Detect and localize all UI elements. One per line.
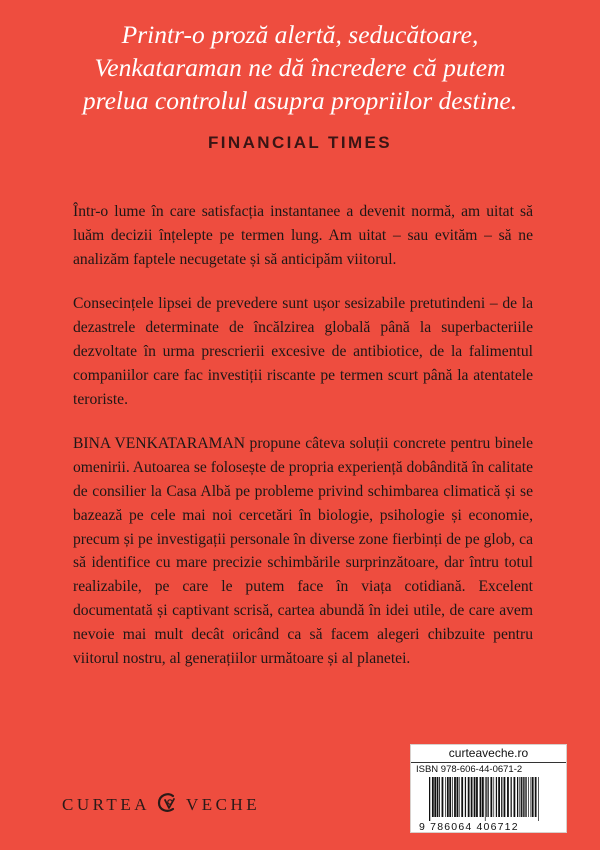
barcode-bar bbox=[514, 777, 516, 817]
barcode-bar bbox=[486, 777, 487, 817]
blurb-text bbox=[73, 200, 533, 691]
barcode-bar bbox=[457, 777, 459, 817]
barcode-bar bbox=[521, 777, 522, 817]
barcode-bar bbox=[507, 777, 509, 817]
barcode-bar bbox=[432, 777, 434, 817]
barcode-bar bbox=[445, 777, 446, 817]
barcode-bar bbox=[447, 777, 449, 817]
barcode-bar bbox=[434, 777, 436, 817]
barcode-bar bbox=[523, 777, 524, 817]
barcode-bar bbox=[439, 777, 440, 817]
barcode-bar bbox=[517, 777, 518, 817]
barcode-bar bbox=[528, 777, 529, 817]
isbn-text: ISBN 978-606-44-0671-2 bbox=[416, 764, 523, 775]
barcode-bar bbox=[442, 777, 444, 817]
cv-monogram-icon bbox=[156, 791, 180, 815]
barcode-bar bbox=[535, 777, 537, 817]
barcode-bar bbox=[498, 777, 500, 817]
barcode-bar bbox=[524, 777, 525, 817]
quote-line-1: Printr-o proză alertă, seducătoare, bbox=[121, 20, 479, 49]
barcode-bar bbox=[532, 777, 534, 817]
barcode-graphic bbox=[419, 777, 559, 831]
publisher-website: curteaveche.ro bbox=[411, 745, 566, 763]
barcode-bar bbox=[531, 777, 532, 817]
quote-line-3: prelua controlul asupra propriilor destine. bbox=[82, 86, 518, 115]
blurb-paragraph-3-text: propune câteva soluții concrete pentru binele omenirii. Autoarea se folosește de propria experiență dobândită în calitate de consilier la Casa Albă pe probleme privind schimbarea climatică și se bazează pe cele mai noi cercetări în biologie, psihologie și economie, precum și pe investigații personale în diverse zone fierbinți de pe glob, ca să identifice cu mare precizie schimbările surprinzătoare, dar întru totul realizabile, pe care le putem face în viața cotidiană. Excelent documentată și captivant scrisă, cartea abundă în idei utile, de care avem nevoie mai mult decât oricând ca să facem alegeri chibzuite pentru viitorul nostru, al generațiilor următoare și al planetei. bbox=[73, 435, 533, 667]
publisher-name-left: CURTEA bbox=[62, 795, 150, 814]
barcode-bar bbox=[437, 777, 438, 817]
quote-source: FINANCIAL TIMES bbox=[208, 133, 392, 152]
barcode-bar bbox=[538, 777, 539, 821]
barcode-bar bbox=[493, 777, 494, 817]
barcode-bar bbox=[482, 777, 484, 817]
barcode-bar bbox=[501, 777, 502, 817]
barcode-bar bbox=[485, 777, 486, 821]
quote-line-2: Venkataraman ne dă încredere că putem bbox=[94, 53, 506, 82]
barcode-bar bbox=[496, 777, 497, 817]
barcode-bar bbox=[452, 777, 453, 817]
barcode-bar bbox=[474, 777, 476, 817]
barcode-bar bbox=[511, 777, 512, 817]
barcode-bar bbox=[504, 777, 506, 817]
blurb-paragraph-1: Într-o lume în care satisfacția instantanee a devenit normă, am uitat să luăm decizii înțelepte pe termen lung. Am uitat – sau evităm – să ne analizăm faptele necugetate și să anticipăm viitorul. bbox=[73, 203, 533, 268]
barcode-bar bbox=[480, 777, 482, 817]
barcode-digits: 9 786064 406712 bbox=[419, 821, 519, 831]
barcode-bar bbox=[465, 777, 466, 817]
barcode-label bbox=[410, 744, 567, 833]
blurb-paragraph-2: Consecințele lipsei de prevedere sunt ușor sesizabile pretutindeni – de la dezastrele determinate de încălzirea globală până la superbacteriile dezvoltate în urma prescrierii excesive de antibiotice, de la falimentul companiilor care fac investiții riscante pe termen scurt până la atentatele teroriste. bbox=[73, 295, 533, 408]
publisher-name-right: VECHE bbox=[185, 795, 261, 814]
barcode-bar bbox=[461, 777, 463, 817]
blurb-paragraph-3 bbox=[73, 432, 533, 670]
barcode-bar bbox=[526, 777, 527, 817]
barcode-bar bbox=[490, 777, 492, 817]
publisher-logo bbox=[62, 793, 260, 817]
barcode-bar bbox=[459, 777, 460, 817]
barcode-bar bbox=[476, 777, 478, 817]
barcode-bar bbox=[488, 777, 489, 817]
barcode-bar bbox=[449, 777, 451, 817]
barcode-bar bbox=[468, 777, 470, 817]
barcode-bar bbox=[519, 777, 520, 817]
barcode-bar bbox=[454, 777, 456, 817]
author-name: BINA VENKATARAMAN bbox=[73, 435, 245, 453]
barcode-bar bbox=[429, 777, 430, 821]
pull-quote bbox=[40, 18, 560, 117]
barcode-bar bbox=[471, 777, 473, 817]
